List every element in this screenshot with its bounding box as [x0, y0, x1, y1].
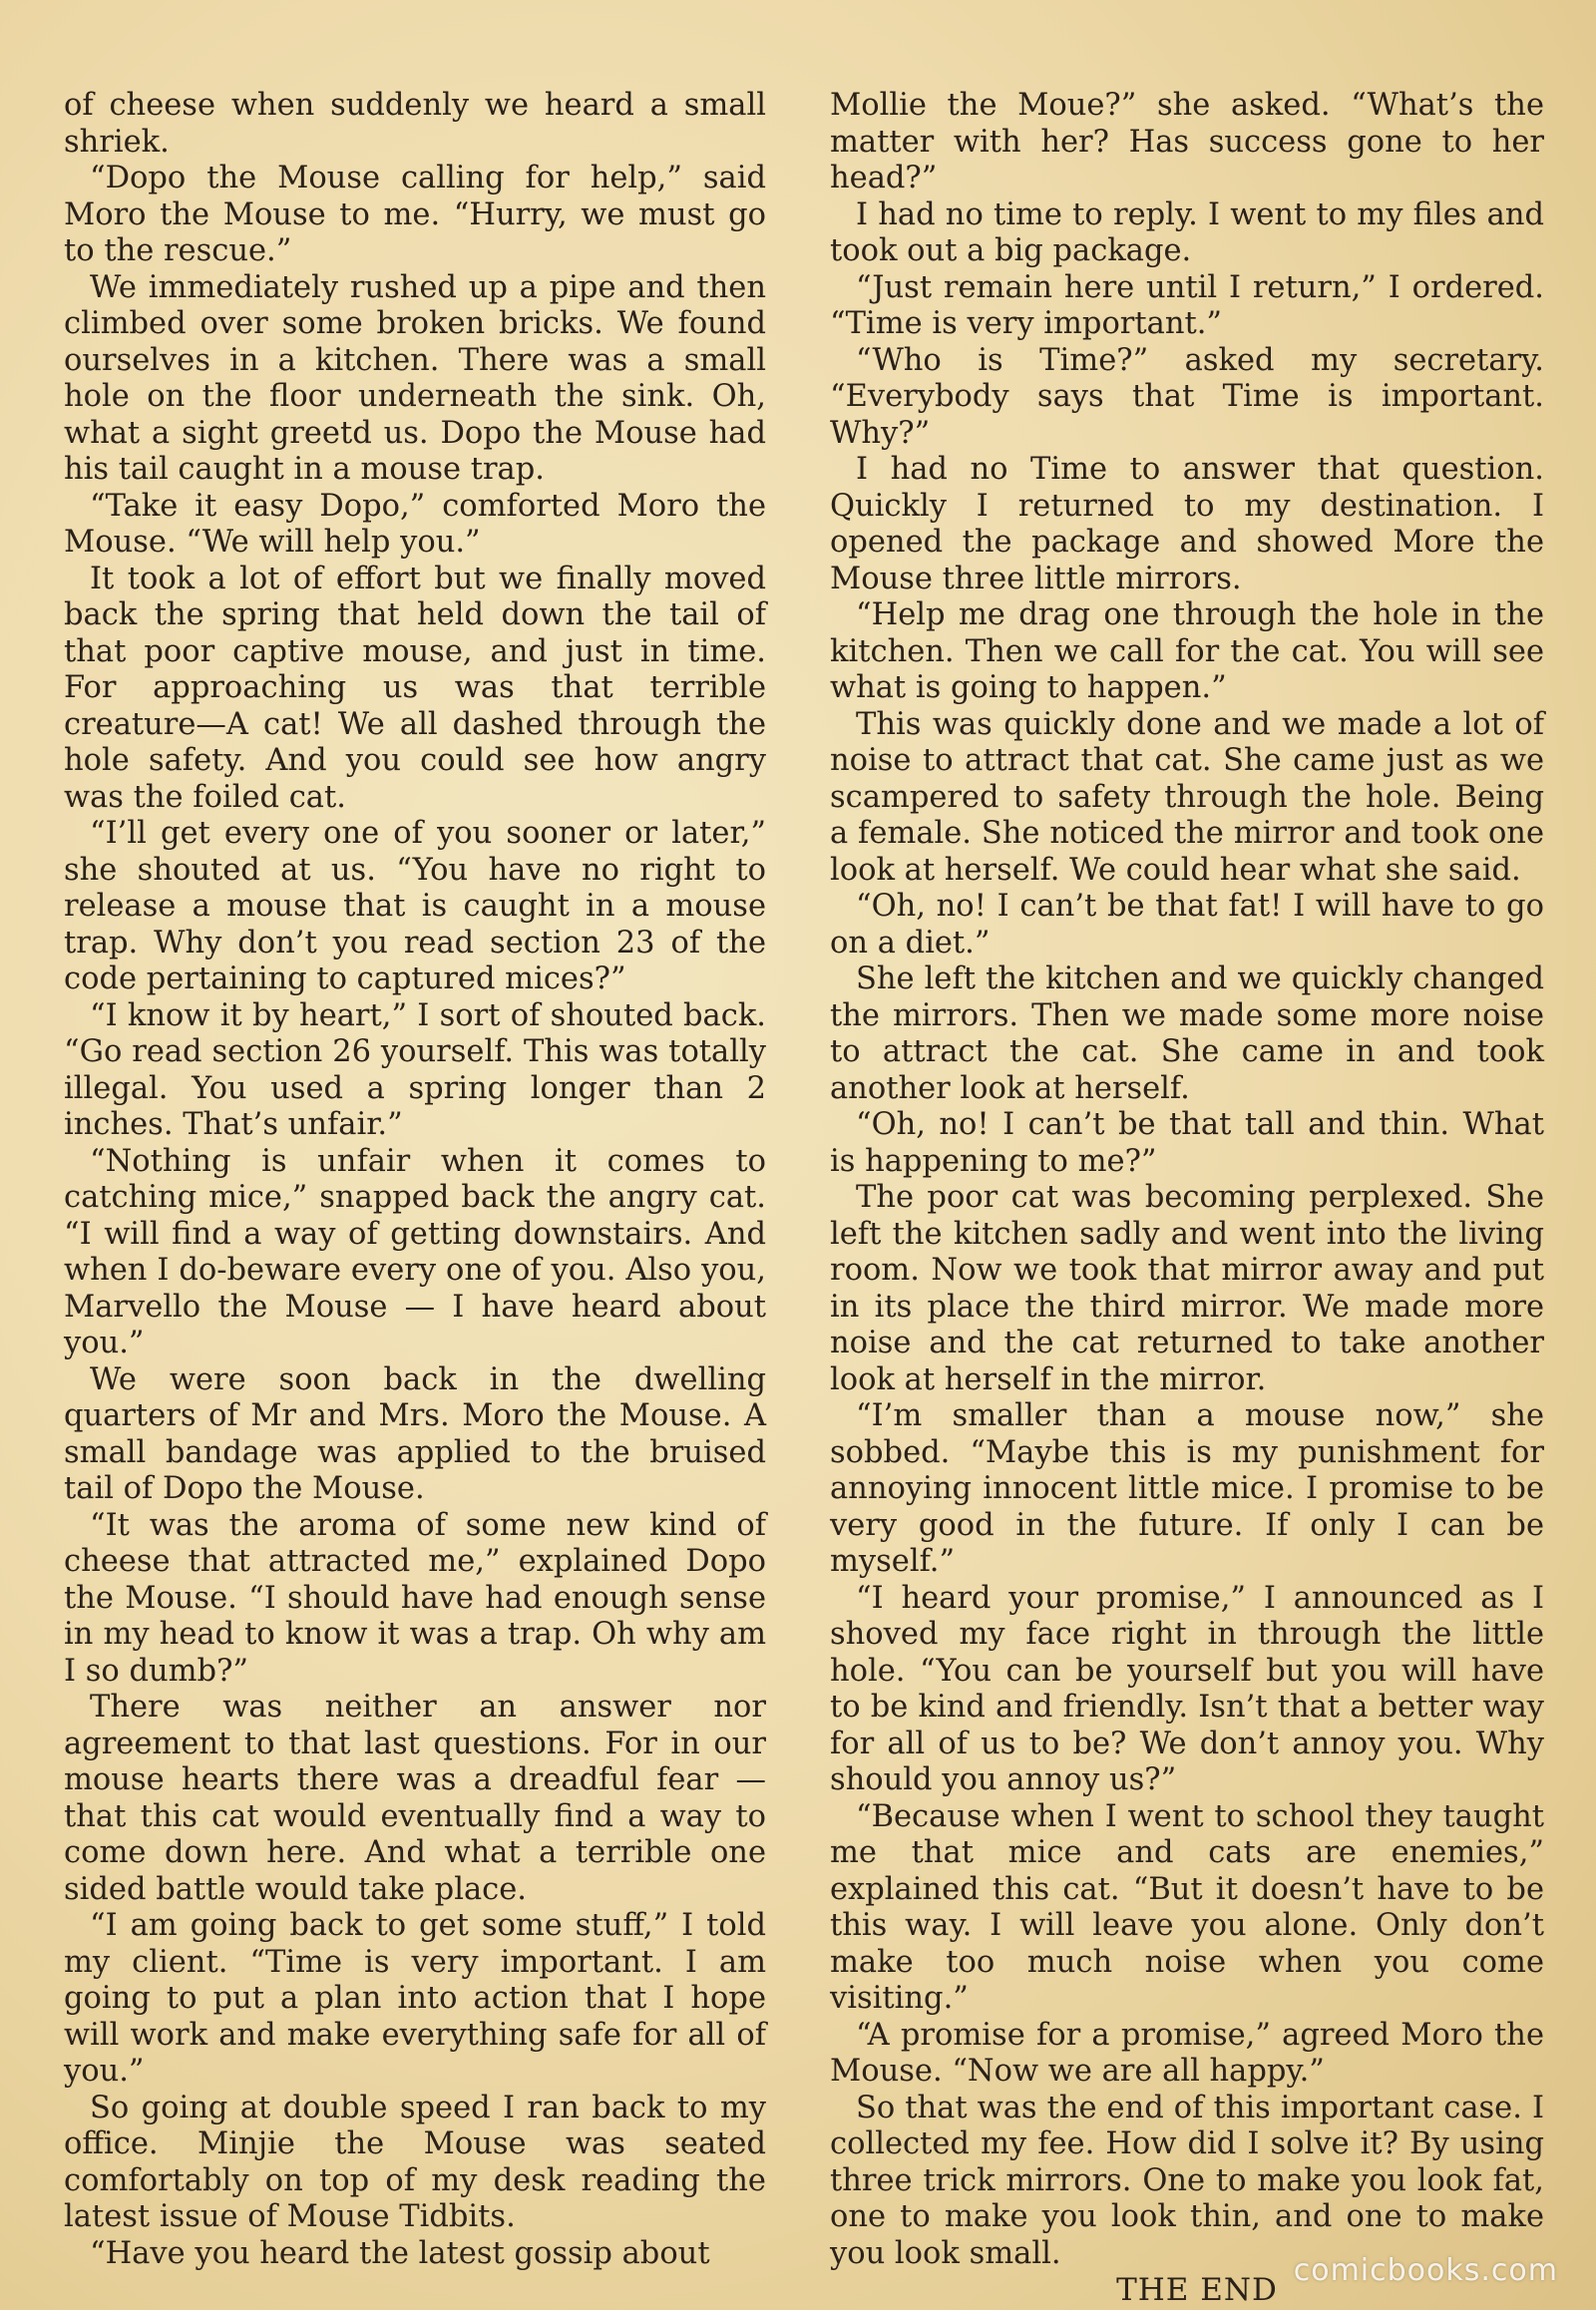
- paragraph: “I’ll get every one of you sooner or later,” she shouted at us. “You have no right to release a mouse that is caught in a mouse trap. Why don’t you read section 23 of the code pertaining to captured mices?”: [64, 816, 766, 996]
- left-text-column: [64, 88, 766, 2272]
- site-watermark: comicbooks.com: [1293, 2253, 1558, 2288]
- paragraph: “Oh, no! I can’t be that fat! I will have to go on a diet.”: [830, 889, 1544, 961]
- paragraph: “Nothing is unfair when it comes to catching mice,” snapped back the angry cat. “I will find a way of getting downstairs. And when I do-beware every one of you. Also you, Marvello the Mouse — I have heard about you.”: [64, 1143, 766, 1360]
- paragraph: I had no Time to answer that question. Quickly I returned to my destination. I opened the package and showed More the Mouse three little mirrors.: [830, 452, 1544, 596]
- paragraph: “Have you heard the latest gossip about: [90, 2235, 710, 2271]
- paragraph: This was quickly done and we made a lot of noise to attract that cat. She came just as we scampered to safety through the hole. Being a female. She noticed the mirror and took one look at herself. We could hear what she said.: [830, 706, 1544, 888]
- paragraph: of cheese when suddenly we heard a small shriek.: [64, 88, 766, 160]
- paragraph: “I am going back to get some stuff,” I told my client. “Time is very important. I am going to put a plan into action that I hope will work and make everything safe for all of you.”: [64, 1908, 766, 2089]
- paragraph: I had no time to reply. I went to my files and took out a big package.: [830, 196, 1544, 268]
- paragraph: “Just remain here until I return,” I ordered. “Time is very important.”: [830, 269, 1544, 341]
- paragraph: There was neither an answer nor agreement to that last questions. For in our mouse hearts there was a dreadful fear — that this cat would eventually find a way to come down here. And what a terrible one sided battle would take place.: [64, 1690, 766, 1907]
- paragraph: Mollie the Moue?” she asked. “What’s the matter with her? Has success gone to her head?”: [830, 88, 1544, 195]
- paragraph: “Help me drag one through the hole in the kitchen. Then we call for the cat. You will see what is going to happen.”: [830, 597, 1544, 705]
- the-end-label: THE END: [1116, 2272, 1278, 2308]
- paragraph: She left the kitchen and we quickly changed the mirrors. Then we made some more noise to attract the cat. She came in and took another look at herself.: [830, 962, 1544, 1106]
- paragraph: “I know it by heart,” I sort of shouted back. “Go read section 26 yourself. This was totally illegal. You used a spring longer than 2 inches. That’s unfair.”: [64, 997, 766, 1142]
- paragraph: “Who is Time?” asked my secretary. “Everybody says that Time is important. Why?”: [830, 342, 1544, 451]
- paragraph: The poor cat was becoming perplexed. She left the kitchen sadly and went into the living room. Now we took that mirror away and put in its place the third mirror. We made more noise and the cat returned to take another look at herself in the mirror.: [830, 1180, 1544, 1397]
- paragraph: “I’m smaller than a mouse now,” she sobbed. “Maybe this is my punishment for annoying innocent little mice. I promise to be very good in the future. If only I can be myself.”: [830, 1398, 1544, 1579]
- paragraph: We were soon back in the dwelling quarters of Mr and Mrs. Moro the Mouse. A small bandage was applied to the bruised tail of Dopo the Mouse.: [64, 1361, 766, 1506]
- paragraph: “A promise for a promise,” agreed Moro the Mouse. “Now we are all happy.”: [830, 2017, 1544, 2089]
- paragraph: We immediately rushed up a pipe and then climbed over some broken bricks. We found ourselves in a kitchen. There was a small hole on the floor underneath the sink. Oh, what a sight greetd us. Dopo the Mouse had his tail caught in a mouse trap.: [64, 269, 766, 487]
- paragraph: “Because when I went to school they taught me that mice and cats are enemies,” explained this cat. “But it doesn’t have to be this way. I will leave you alone. Only don’t make too much noise when you come visiting.”: [830, 1798, 1544, 2016]
- paragraph: So going at double speed I ran back to my office. Minjie the Mouse was seated comfortably on top of my desk reading the latest issue of Mouse Tidbits.: [64, 2090, 766, 2234]
- paragraph: “It was the aroma of some new kind of cheese that attracted me,” explained Dopo the Mouse. “I should have had enough sense in my head to know it was a trap. Oh why am I so dumb?”: [64, 1507, 766, 1689]
- paragraph: “Oh, no! I can’t be that tall and thin. What is happening to me?”: [830, 1107, 1544, 1179]
- paragraph: So that was the end of this important case. I collected my fee. How did I solve it? By using three trick mirrors. One to make you look fat, one to make you look thin, and one to make you look small.: [830, 2090, 1544, 2271]
- paragraph: “Dopo the Mouse calling for help,” said Moro the Mouse to me. “Hurry, we must go to the rescue.”: [64, 161, 766, 268]
- paragraph: It took a lot of effort but we finally moved back the spring that held down the tail of that poor captive mouse, and just in time. For approaching us was that terrible creature—A cat! We all dashed through the hole safety. And you could see how angry was the foiled cat.: [64, 561, 766, 815]
- paragraph: “I heard your promise,” I announced as I shoved my face right in through the little hole. “You can be yourself but you will have to be kind and friendly. Isn’t that a better way for all of us to be? We don’t annoy you. Why should you annoy us?”: [830, 1580, 1544, 1797]
- paragraph: “Take it easy Dopo,” comforted Moro the Mouse. “We will help you.”: [64, 488, 766, 560]
- right-text-column: [830, 88, 1544, 2309]
